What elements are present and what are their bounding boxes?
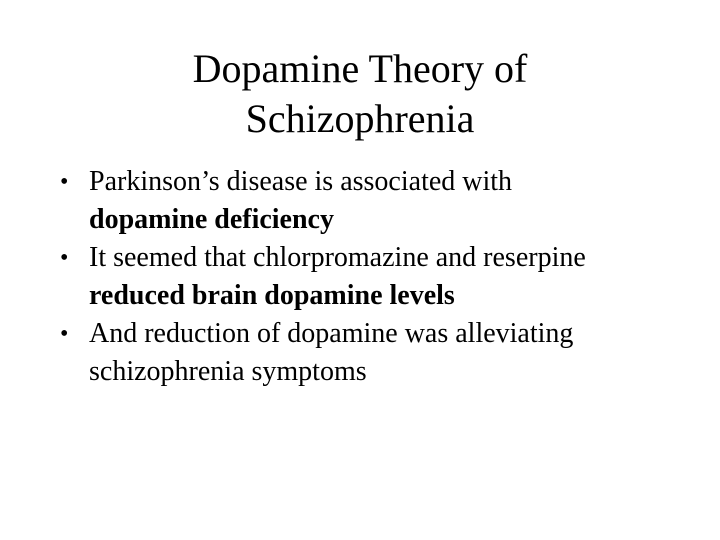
bullet-text: Parkinson’s disease is associated with	[89, 166, 513, 197]
bullet-emphasis: dopamine deficiency	[89, 204, 334, 235]
bullet-text: And reduction of dopamine was alleviating	[89, 318, 574, 349]
bullet-item	[58, 315, 678, 391]
bullet-text: It seemed that chlorpromazine and reserpine	[89, 242, 586, 273]
slide-title-line-1: Dopamine Theory of	[192, 46, 528, 91]
bullet-item	[58, 163, 678, 239]
bullet-continuation: schizophrenia symptoms	[89, 356, 367, 387]
bullet-icon: •	[60, 321, 69, 347]
bullet-icon: •	[60, 245, 69, 271]
bullet-icon: •	[60, 169, 69, 195]
slide-title-line-2: Schizophrenia	[245, 96, 475, 141]
bullet-list	[58, 163, 678, 391]
slide-title	[150, 44, 570, 144]
bullet-item	[58, 239, 678, 315]
bullet-emphasis: reduced brain dopamine levels	[89, 280, 455, 311]
